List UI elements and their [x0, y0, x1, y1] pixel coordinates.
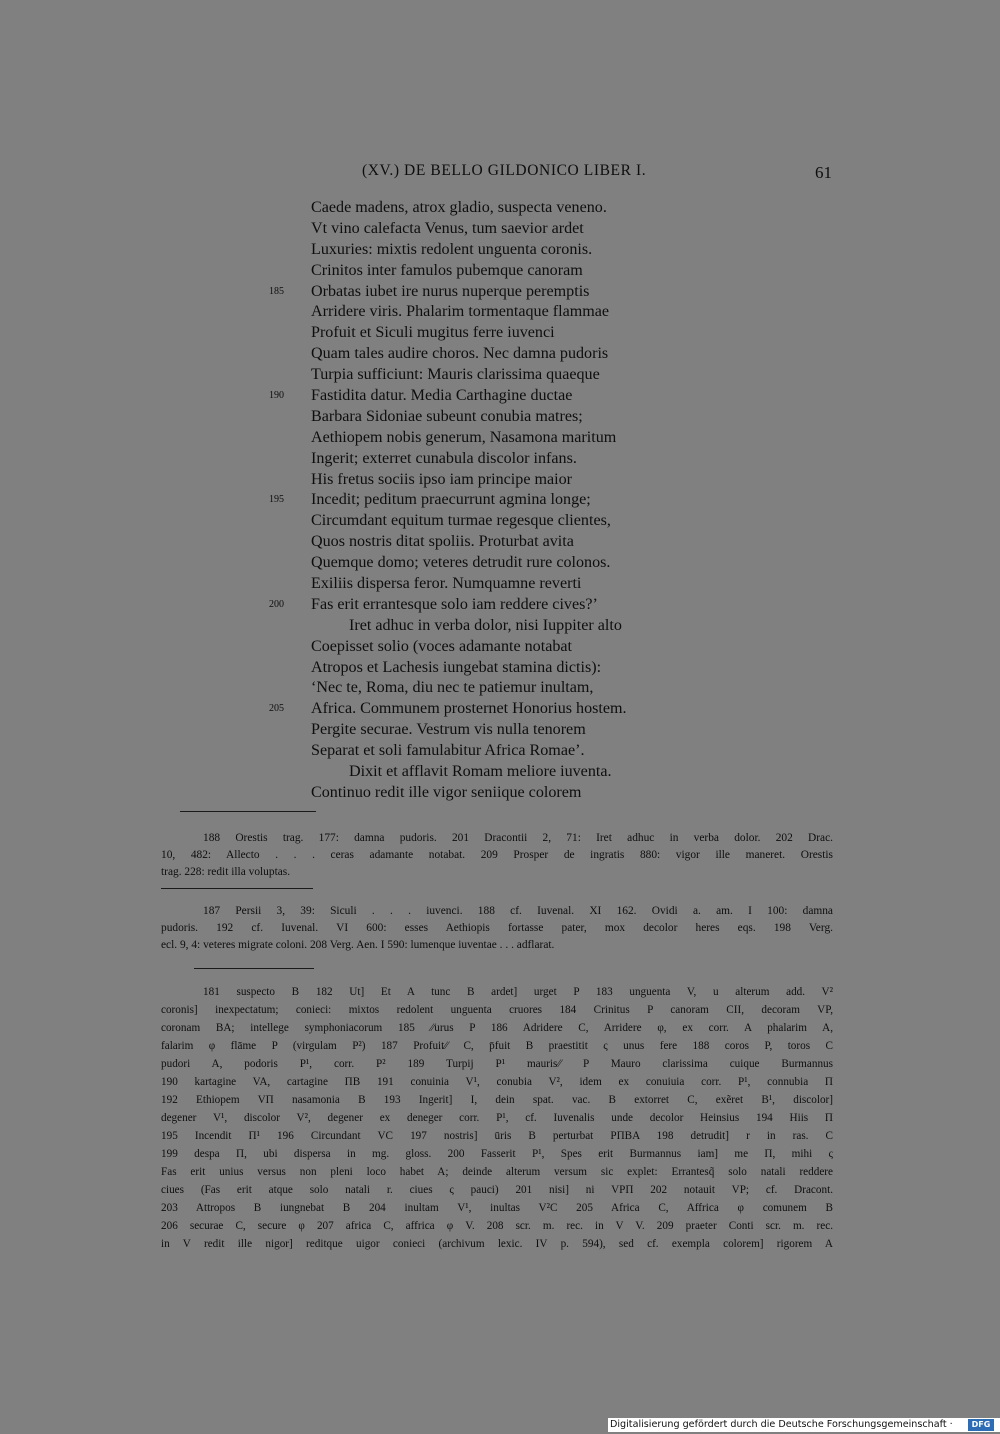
verse-text: Fastidita datur. Media Carthagine ductae [311, 387, 573, 405]
verse-text: Quos nostris ditat spoliis. Proturbat avita [311, 533, 574, 551]
verse-line [311, 449, 871, 470]
verse-line [311, 616, 871, 637]
verse-line [311, 678, 871, 699]
critical-apparatus [161, 983, 833, 1253]
footer-credit-text: Digitalisierung gefördert durch die Deutsche Forschungsgemeinschaft · [610, 1419, 953, 1430]
verse-line [311, 365, 871, 386]
verse-text: Luxuries: mixtis redolent unguenta coronis. [311, 240, 593, 258]
line-number: 190 [269, 390, 284, 402]
apparatus-line: in V redit ille nigor] reditque uigor conieci (archivum lexic. IV p. 594), sed cf. exempla colorem] rigorem A [161, 1238, 833, 1250]
verse-text: Arridere viris. Phalarim tormentaque flammae [311, 303, 610, 321]
verse-line [311, 637, 871, 658]
verse-text: ‘Nec te, Roma, diu nec te patiemur inultam, [311, 679, 594, 697]
verse-text: Africa. Communem prosternet Honorius hostem. [311, 700, 627, 718]
verse-text: Orbatas iubet ire nurus nuperque peremptis [311, 282, 590, 300]
verse-text: Dixit et afflavit Romam meliore iuventa. [349, 763, 612, 781]
verse-text: Quam tales audire choros. Nec damna pudoris [311, 345, 609, 363]
verse-line [269, 699, 871, 720]
verse-text: Separat et soli famulabitur Africa Romae’. [311, 742, 585, 760]
verse-text: Caede madens, atrox gladio, suspecta veneno. [311, 199, 607, 216]
verse-line [269, 386, 871, 407]
parallel-note-line: 187 Persii 3, 39: Siculi . . . iuvenci. 188 cf. Iuvenal. XI 162. Ovidi a. am. I 100: damna [203, 905, 833, 917]
verse-line [311, 323, 871, 344]
page-number: 61 [815, 163, 832, 182]
verse-line [311, 261, 871, 282]
verse-line [311, 344, 871, 365]
apparatus-line: ciues (Fas erit atque solo natali r. ciues ς pauci) 201 nisi] ni VPΠ 202 notauit VP; cf. Dracont. [161, 1184, 833, 1196]
line-number: 195 [269, 494, 284, 506]
parallels-notes [161, 903, 833, 954]
verse-text: Vt vino calefacta Venus, tum saevior ardet [311, 219, 584, 237]
verse-text: Fas erit errantesque solo iam reddere cives?’ [311, 595, 598, 613]
verse-text: Continuo redit ille vigor seniique colorem [311, 783, 582, 801]
apparatus-line: pudori A, podoris P¹, corr. P² 189 Turpij P¹ mauris⁄⁄ P Mauro clarissima cuique Burmannus [161, 1058, 833, 1070]
verse-text: Profuit et Siculi mugitus ferre iuvenci [311, 324, 555, 342]
verse-line [311, 219, 871, 240]
verse-line [311, 302, 871, 323]
apparatus-line: 195 Incendit Π¹ 196 Circundant VC 197 nostris] ūris B perturbat PΠBA 198 detrudit] r in ras. C [161, 1130, 833, 1142]
verse-line [311, 428, 871, 449]
apparatus-line: 190 kartagine VA, cartagine ΠB 191 conuinia V¹, conubia V², idem ex conuiuia corr. P¹, connubia Π [161, 1076, 833, 1088]
sources-notes [161, 830, 833, 881]
verse-text: Pergite securae. Vestrum vis nulla tenorem [311, 721, 586, 739]
verse-line [311, 741, 871, 762]
verse-text: Barbara Sidoniae subeunt conubia matres; [311, 407, 583, 425]
verse-text: Aethiopem nobis generum, Nasamona maritum [311, 428, 617, 446]
dfg-logo[interactable]: DFG [968, 1419, 994, 1431]
verse-text: Atropos et Lachesis iungebat stamina dictis): [311, 658, 602, 676]
verse-line [311, 762, 871, 783]
apparatus-line: degener V¹, discolor V², degener ex deneger corr. P¹, cf. Iuvenalis unde decolor Heinsius 194 Hiis Π [161, 1112, 833, 1124]
parallel-note-line: pudoris. 192 cf. Iuvenal. VI 600: esses Aethiopis fortasse pater, mox decolor heres eqs. 198 Verg. [161, 922, 833, 934]
verse-line [311, 511, 871, 532]
verse-line [311, 407, 871, 428]
verse-text: Exiliis dispersa feror. Numquamne reverti [311, 575, 582, 593]
sources-divider [161, 888, 313, 889]
running-title: (XV.) DE BELLO GILDONICO LIBER I. [362, 162, 647, 179]
verse-text: Iret adhuc in verba dolor, nisi Iuppiter alto [349, 616, 622, 634]
parallels-divider [194, 968, 314, 969]
verse-line [311, 470, 871, 491]
apparatus-line: coronam BA; intellege symphoniacorum 185 ⁄⁄urus P 186 Adridere C, Arridere φ, ex corr. A phalarim A, [161, 1022, 833, 1034]
verse-text: Turpia sufficiunt: Mauris clarissima quaeque [311, 366, 600, 384]
poem-footnote-divider [180, 811, 316, 812]
apparatus-line: 206 securae C, secure φ 207 africa C, affrica φ V. 208 scr. m. rec. in V V. 209 praeter Conti scr. m. rec. [161, 1220, 833, 1232]
apparatus-line: 192 Ethiopem VΠ nasamonia B 193 Ingerit] I, dein spat. vac. B extorret C, exẽret B¹, discolor] [161, 1094, 833, 1106]
apparatus-line: coronis] inexpectatum; conieci: mixtos redolent unguenta cruores 184 Crinitus P canoram CII, decoram VP, [161, 1004, 833, 1016]
verse-text: Crinitos inter famulos pubemque canoram [311, 261, 583, 279]
line-number: 200 [269, 598, 284, 610]
verse-line [311, 720, 871, 741]
apparatus-line: 181 suspecto B 182 Ut] Et A tunc B ardet] urget P 183 unguenta V, u alterum add. V² [203, 986, 833, 998]
verse-line [311, 553, 871, 574]
line-number: 205 [269, 703, 284, 715]
apparatus-line: 199 despa Π, ubi dispersa in mg. gloss. 200 Fasserit P¹, Spes erit Burmannus iam] me Π, mihi ς [161, 1148, 833, 1160]
verse-text: Coepisset solio (voces adamante notabat [311, 637, 573, 655]
digitization-footer [608, 1418, 1000, 1432]
verse-line [269, 595, 871, 616]
sources-note-line: trag. 228: redit illa voluptas. [161, 866, 291, 878]
verse-line [311, 240, 871, 261]
verse-line [311, 783, 871, 804]
verse-text: Quemque domo; veteres detrudit rure colonos. [311, 554, 611, 572]
apparatus-line: 203 Attropos B iungnebat B 204 inultam V¹, inultas V²C 205 Africa C, Affrica φ comunem B [161, 1202, 833, 1214]
parallel-note-line: ecl. 9, 4: veteres migrate coloni. 208 Verg. Aen. I 590: lumenque iuventae . . . adflarat. [161, 939, 555, 951]
verse-line [269, 282, 871, 303]
apparatus-line: falarim φ flāme P (virgulam P²) 187 Profuit⁄⁄ C, p̄fuit B praestitit ς unus fere 188 coros P, toros C [161, 1040, 833, 1052]
sources-note-line: 10, 482: Allecto . . . ceras adamante notabat. 209 Prosper de ingratis 880: vigor ille maneret. Orestis [161, 849, 833, 861]
verse-line [311, 198, 871, 219]
verse-text: Ingerit; exterret cunabula discolor infans. [311, 449, 577, 467]
verse-line [311, 532, 871, 553]
verse-line [311, 574, 871, 595]
verse-line [311, 658, 871, 679]
poem-text [269, 198, 871, 804]
sources-note-line: 188 Orestis trag. 177: damna pudoris. 201 Dracontii 2, 71: Iret adhuc in verba dolor. 202 Drac. [203, 832, 833, 844]
apparatus-line: Fas erit unius versus non pleni loco habet A; deinde alterum versum sic explet: Errantesq̃ solo natali reddere [161, 1166, 833, 1178]
verse-text: Circumdant equitum turmae regesque clientes, [311, 512, 611, 530]
verse-line [269, 490, 871, 511]
line-number: 185 [269, 285, 284, 297]
verse-text: Incedit; peditum praecurrunt agmina longe; [311, 491, 591, 509]
verse-text: His fretus sociis ipso iam principe maior [311, 470, 573, 488]
